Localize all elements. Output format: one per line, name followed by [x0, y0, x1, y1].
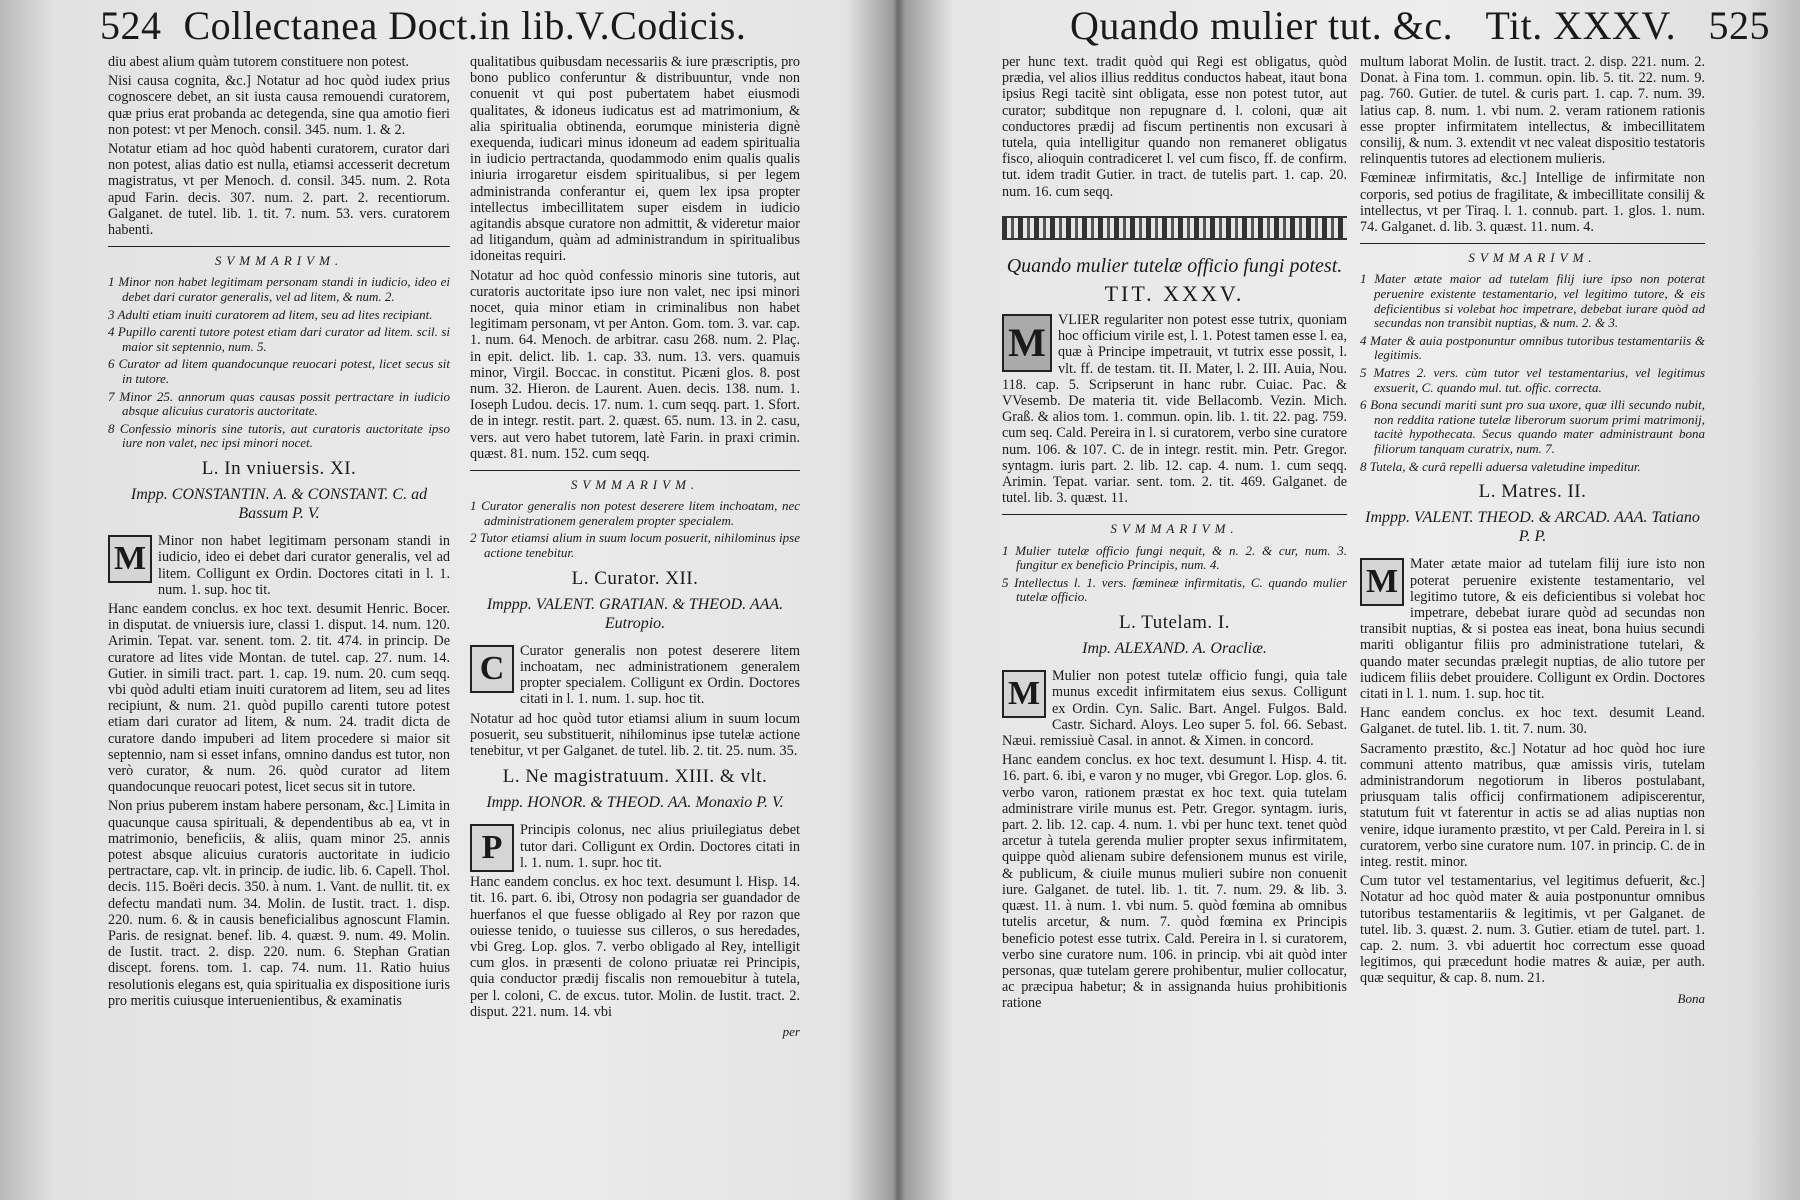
- drop-cap: M: [1360, 558, 1404, 606]
- paragraph: [1002, 312, 1347, 506]
- left-folio: 524: [100, 3, 162, 48]
- paragraph: Sacramento præstito, &c.] Notatur ad hoc quòd hoc iure communi attento matribus, quæ amissis viris, tutelam administrandorum negotiorum in liberos postulabant, priusquam talis officij confirmationem adipiscerentur, statutum fuit vt faterentur in actis se ad alias nuptias non venire, idque iuramento præstito, vt per Cald. Pereira in l. si curatorem, verbo sine curatore num. 107. in princip. C. de in integ. restit. minor.: [1360, 740, 1705, 871]
- right-running-title: Quando mulier tut. &c.: [1070, 3, 1454, 48]
- paragraph: [1002, 668, 1347, 749]
- emperors-line: Imppp. VALENT. GRATIAN. & THEOD. AAA. Eutropio.: [486, 595, 784, 632]
- summary-item: 5 Intellectus l. 1. vers. fœmineæ infirmitatis, C. quando mulier tutelæ officio.: [1002, 574, 1347, 605]
- summary-item: 4 Pupillo carenti tutore potest etiam dari curator ad litem. scil. si maior sit septennio, num. 5.: [108, 324, 450, 354]
- divider: [1360, 243, 1705, 244]
- paragraph-text: Principis colonus, nec alius priuilegiatus debet tutor dari. Colligunt ex Ordin. Doctores citati in l. 1. num. 1. supr. hoc tit.: [520, 822, 800, 871]
- paragraph: Notatur etiam ad hoc quòd habenti curatorem, curator dari non potest, alias datio est nulla, etiamsi accesserit decretum magistratus, vt per Menoch. d. consil. 345. num. 2. Rota apud Farin. decis. 307. num. 2. part. 2. recentiorum. Galganet. de tutel. lib. 1. tit. 7. num. 53. vers. curatorem habenti.: [108, 141, 450, 239]
- summary-item: 3 Adulti etiam inuiti curatorem ad litem, seu ad lites recipiant.: [108, 306, 433, 322]
- left-running-title: Collectanea Doct.in lib.V.Codicis.: [183, 3, 747, 48]
- paragraph-text: Minor non habet legitimam personam standi in iudicio, ideo ei debet dari curator generalis, vel ad litem. Colligunt ex Ordin. Doctores citati in l. 1. num. 1. sup. hoc tit.: [158, 533, 450, 598]
- summary-item: 8 Confessio minoris sine tutoris, aut curatoris auctoritate ipso iure non valet, nec ipsi minori nocet.: [108, 420, 450, 451]
- paragraph: Notatur ad hoc quòd confessio minoris sine tutoris, aut curatoris auctoritate ipso iure non valet, nec ipsi minori nocet, quia minor etiam in criminalibus non habet legitimam personam, vt per Anton. Gom. tom. 3. var. cap. 1. num. 64. Menoch. de arbitrar. casu 268. num. 2. Plaç. in epit. delict. lib. 1. cap. 33. num. 13. vers. quamuis minor, Virgil. Boccac. in constitut. Picæni glos. 8. post num. 32. Hieron. de Laurent. Auen. decis. 138. num. 1. Ioseph Ludou. decis. 17. num. 1. cum seqq. part. 1. Sfort. de in integr. restit. part. 2. quæst. 65. num. 13. in 2. casu, vers. aut vero habet tutorem, latè Farin. in praxi crimin. quæst. 81. num. 152. cum seqq.: [470, 267, 800, 462]
- divider: [1002, 514, 1347, 515]
- divider: [108, 246, 450, 247]
- summary-item: 1 Minor non habet legitimam personam standi in iudicio, ideo ei debet dari curator generalis, vel ad litem, & num. 2.: [108, 274, 450, 305]
- drop-cap: M: [1002, 670, 1046, 718]
- paragraph: diu abest alium quàm tutorem constituere non potest.: [108, 54, 410, 70]
- catchword: per: [782, 1023, 800, 1039]
- paragraph: Cum tutor vel testamentarius, vel legitimus defuerit, &c.] Notatur ad hoc quòd mater & auia postponuntur omnibus tutoribus testamentariis & legitimis, vt per Galganet. de tutel. lib. 3. quæst. 2. num. 3. Gutier. etiam de tutel. part. 1. cap. 2. num. 3. vbi aduertit hoc correctum esse quoad legitimos, qui præcedunt hodie matres & auiæ, per auth. quæ sequitur, & cap. 8. num. 21.: [1360, 873, 1705, 987]
- paragraph: [1360, 556, 1705, 702]
- catchword: Bona: [1677, 990, 1705, 1006]
- drop-cap: C: [470, 645, 514, 693]
- paragraph: [470, 822, 800, 871]
- left-column-a: [108, 54, 450, 1012]
- paragraph: Non prius puberem instam habere personam, &c.] Limita in quacunque causa spirituali, & dependentibus ab ea, vt in matrimonio, beneficiis, & aliis, quam minor 25. annis potest absque alicuius curatoris auctoritate in iudicio pertractare, cap. vlt. in princip. de iudic. lib. 6. Capell. Thol. decis. 115. Boëri decis. 350. à num. 1. Vant. de nullit. tit. ex defectu mandati num. 34. Molin. de Iustit. tract. 1. disp. 220. num. 6. & in causis beneficialibus agnoscunt Flamin. Paris. de resignat. benef. lib. 4. quæst. 9. num. 49. Molin. de Iustit. tract. 2. disp. 220. num. 6. Stephan Gratian discept. forens. tom. 1. cap. 74. num. 11. Ratio huius resolutionis elegans est, quia spiritualia ex dispositione iuris pro meritis cuiusque interuenientibus, & examinatis: [108, 798, 450, 1009]
- emperors-line: Impp. HONOR. & THEOD. AA. Monaxio P. V.: [486, 794, 784, 812]
- paragraph: Notatur ad hoc quòd tutor etiamsi alium in suum locum posuerit, seu substituerit, nihilominus ipse tutelæ actione tenebitur, vt per Galganet. de tutel. lib. 2. tit. 25. num. 35.: [470, 710, 800, 760]
- right-page: [920, 0, 1800, 1200]
- right-column-b: [1360, 54, 1705, 1007]
- summary-item: 6 Bona secundi mariti sunt pro sua uxore, quæ illi secundo nubit, non reddita ratione tutelæ liberorum suorum primi matrimonij, tacitè hypothecata. Secus quando mater administraunt bona filiorum tanquam curatrix, num. 7.: [1360, 397, 1705, 456]
- paragraph: Nisi causa cognita, &c.] Notatur ad hoc quòd iudex prius cognoscere debet, an sit iusta causa remouendi curatorem, quæ prius erat probanda ac detegenda, sine qua amotio fieri non potest: vt per Menoch. consil. 345. num. 1. & 2.: [108, 73, 450, 138]
- summary-item: 8 Tutela, & curâ repelli aduersa valetudine impeditur.: [1360, 458, 1641, 474]
- law-heading: L. Matres. II.: [1478, 481, 1587, 503]
- summary-item: 5 Matres 2. vers. cùm tutor vel testamentarius, vel legitimus exsuerit, C. quando mul. tut. offic. correcta.: [1360, 365, 1705, 395]
- paragraph: Hanc eandem conclus. ex hoc text. desumunt l. Hisp. 14. tit. 16. part. 6. ibi, Otrosy non podagria ser guandador de huerfanos el que fuesse obligado al Rey por razon que ouiesse tenido, o tuuiesse sus cilleros, o sus heredades, vbi Greg. Lop. glos. 7. verbo obligado al Rey, intelligit cum glos. in præsenti de colono priuatæ rei Principis, quia conductor prædij fiscalis non remouebitur à tutela, per l. coloni, C. de excus. tutor. Molin. de Iustit. tract. 2. disput. 221. num. 14. vbi: [470, 874, 800, 1020]
- paragraph: qualitatibus quibusdam necessariis & iure præscriptis, pro bono publico conferuntur & distribuuntur, vnde non conuenit vt qui post pubertatem habet eiusmodi qualitates, & idoneus iudicatus est ad matrimonium, & alia spiritualia obtinenda, eorumque ministeria dignè exequenda, iudicari minus idoneum ad eadem spiritualia in iudicio pertractanda, quodammodo enim qualis qualis iniuria irrogaretur eisdem spiritualibus, si per legem administranda conferantur ei, quem lex ipsa propter intellectus imbecillitatem super eisdem in iudicio agitandis absque curatore non admittit, & videretur maior ad litigandum, quàm ad administrandum in spiritualibus idoneitas requiri.: [470, 54, 800, 265]
- left-running-head: [100, 2, 747, 50]
- title-number: TIT. XXXV.: [1104, 280, 1245, 306]
- emperors-line: Imppp. VALENT. THEOD. & ARCAD. AAA. Tatiano P. P.: [1365, 509, 1700, 546]
- summary-item: 2 Tutor etiamsi alium in suum locum posuerit, nihilominus ipse actione tenebitur.: [470, 530, 800, 561]
- decorated-drop-cap: M: [1002, 314, 1052, 372]
- right-running-tit: Tit. XXXV.: [1485, 3, 1677, 48]
- right-column-a: [1002, 54, 1347, 1015]
- left-column-b: [470, 54, 800, 1040]
- paragraph: multum laborat Molin. de Iustit. tract. 2. disp. 221. num. 2. Donat. à Fina tom. 1. commun. opin. lib. 5. tit. 22. num. 9. pag. 760. Gutier. de tutel. & curis part. 1. cap. 7. num. 39. latius cap. 8. num. 1. vbi num. 2. veram rationem rationis esse propter infirmitatem intellectus, & imbecillitatem consilij, & num. 3. extendit vt nec valeat dispositio testatoris relinquentis tutores ad electionem mulieris.: [1360, 54, 1705, 168]
- law-heading: L. Tutelam. I.: [1119, 612, 1230, 634]
- paragraph-text: Curator generalis non potest deserere litem inchoatam, nec administrationem generalem propter specialem. Colligunt ex Ordin. Doctores citati in l. 1. num. 1. sup. hoc tit.: [520, 642, 800, 708]
- paragraph: [470, 643, 800, 708]
- summary-title: SVMMARIVM.: [1110, 521, 1239, 537]
- left-page: [0, 0, 880, 1200]
- summary-item: 1 Mater ætate maior ad tutelam filij iure ipso non poterat peruenire existente testamentario, vel legitimo tutore, & eis deficientibus si volebat hoc impetrare, debebat iurare quòd ad secundas non transibit nuptias, & num. 2. & 3.: [1360, 271, 1705, 331]
- drop-cap: P: [470, 824, 514, 872]
- paragraph: Fœmineæ infirmitatis, &c.] Intellige de infirmitate non corporis, sed potius de fragilitate, & imbecillitate consilij & intellectus, vt per Tiraq. l. 1. connub. part. 1. glos. 1. num. 74. Galganet. d. lib. 3. quæst. 11. num. 4.: [1360, 170, 1705, 236]
- ornament-band: [1002, 216, 1347, 240]
- paragraph: Hanc eandem conclus. ex hoc text. desumit Henric. Bocer. in disputat. de vniuersis iure, classi 1. disput. 14. num. 120. Arimin. Tepat. var. senent. tom. 2. tit. 474. in princip. De curatore ad lites vide Montan. de tutel. cap. 27. num. 14. Gutier. in simili tract. part. 1. cap. 19. num. 20. cum seqq. vbi quòd adulti etiam inuiti curatorem ad litem, seu ad lites recipiunt, & num. 21. quòd pupillo carenti tutore potest etiam dari curator ad litem, & num. 24. tradit dicta de curatore dando impuberi ad litem procedere si maior sit septennio, nam si esset infans, omnino dandus est tutor, non verò curator, & num. 26. quòd curator ad litem quandocunque reuocari potest, licet secus sit in tutore.: [108, 600, 450, 796]
- law-heading: L. Curator. XII.: [571, 567, 699, 589]
- summary-item: 4 Mater & auia postponuntur omnibus tutoribus testamentariis & legitimis.: [1360, 332, 1705, 363]
- summary-title: SVMMARIVM.: [1468, 250, 1597, 266]
- paragraph-text: VLIER regulariter non potest esse tutrix, quoniam hoc officium virile est, l. 1. Potest tamen esse l. ea, quæ à Principe impetrauit, vt tutrix esse possit, l. vlt. ff. de testam. tit. II. Mater, l. 2. III. Auia, Nou. 118. cap. 5. Scripserunt in hanc rubr. Cuiac. Pac. & VVesemb. De materia tit. vide Bellacomb. Vezin. Mich. Graß. & alios tom. 1. commun. opin. lib. 1. tit. 22. pag. 759. cum seq. Cald. Pereira in l. si curatorem, verbo sine curatore num. 106. & 107. C. de in integr. restit. min. Petr. Gregor. syntagm. iuris part. 2. lib. 12. cap. 4. num. 1. cum seqq. Arimin. Tepat. variar. sent. tom. 2. tit. 469. Galganet. de tutel. lib. 3. quæst. 11.: [1002, 312, 1347, 507]
- section-title: Quando mulier tutelæ officio fungi potest.: [1006, 254, 1343, 277]
- summary-title: SVMMARIVM.: [570, 477, 700, 493]
- summary-item: 1 Curator generalis non potest deserere litem inchoatam, nec administrationem generalem propter specialem.: [470, 498, 800, 528]
- paragraph: Hanc eandem conclus. ex hoc text. desumunt l. Hisp. 4. tit. 16. part. 6. ibi, e varon y no muger, vbi Gregor. Lop. glos. 6. verbo varon, rationem præstat ex hoc text. quia tutelam administrare virile munus est. Petr. Gregor. syntagm. iuris, part. 2. lib. 12. cap. 4. num. 1. vbi per hunc text. tenet quòd arcetur à tutela gerenda mulier propter sexus infirmitatem, quippe quòd alienam subire defensionem munus est virile, & publicum, & ciuile munus mulieri subire non conuenit iure. Galganet. de tutel. lib. 1. tit. 7. num. 29. & lib. 3. quæst. 11. à num. 1. vbi num. 5. quòd fœmina ab omnibus tutelis arcetur, & num. 7. quòd fœmina ex Principis beneficio potest esse tutrix. Cald. Pereira in l. si curatorem, verbo sine curatore num. 106. in princip. vbi ait quòd inter personas, quæ tutelam gerere prohibentur, mulier collocatur, ac præcipua habetur; & in assignanda huius prohibitionis ratione: [1002, 752, 1347, 1012]
- summary-item: 7 Minor 25. annorum quas causas possit pertractare in iudicio absque alicuius curatoris auctoritate.: [108, 388, 450, 419]
- summary-title: SVMMARIVM.: [214, 253, 344, 269]
- emperors-line: Impp. CONSTANTIN. A. & CONSTANT. C. ad Bassum P. V.: [130, 486, 428, 523]
- summary-item: 6 Curator ad litem quandocunque reuocari potest, licet secus sit in tutore.: [108, 356, 450, 386]
- paragraph: per hunc text. tradit quòd qui Regi est obligatus, quòd prædia, vel alios illius redditus conductos habeat, itaut bona ipsius Regi tacitè sint obligata, esse non potest tutor, aut curator; subditque non repugnare d. l. coloni, quæ ait conductores prædij ad fiscum pertinentis non excusari à tutela, quia intelligitur quando non remaneret obligatus fisco, alioquin contradiceret l. vel cum fisco, ff. de confirm. tut. idem tradit Gutier. in tract. de tutelis part. 1. cap. 20. num. 16. cum seqq.: [1002, 54, 1347, 200]
- divider: [470, 470, 800, 471]
- law-heading: L. In vniuersis. XI.: [201, 457, 357, 479]
- right-folio: 525: [1708, 3, 1770, 48]
- paragraph: Hanc eandem conclus. ex hoc text. desumit Leand. Galganet. de tutel. lib. 1. tit. 7. num. 30.: [1360, 705, 1705, 738]
- emperors-line: Imp. ALEXAND. A. Oracliæ.: [1082, 640, 1267, 658]
- summary-item: 1 Mulier tutelæ officio fungi nequit, & n. 2. & cur, num. 3. fungitur ex beneficio Principis, num. 4.: [1002, 542, 1347, 573]
- paragraph-text: Mater ætate maior ad tutelam filij iure isto non poterat peruenire existente testamentario, vel legitimo tutore, & eis deficientibus si volebat hoc impetrare, debebat iurare quòd ad secundas non transibit nuptias, & si postea eas ineat, bona huius secundi mariti obligantur filiis pro administratione tutelari, & quando mater secundas prælegit nuptias, de alio tutore per iudicem filiis debet prouidere. Colligunt ex Ordin. Doctores citati in l. 1. num. 1. sup. hoc tit.: [1360, 556, 1705, 702]
- law-heading: L. Ne magistratuum. XIII. & vlt.: [502, 766, 768, 788]
- right-running-head: [1070, 2, 1770, 50]
- drop-cap: M: [108, 535, 152, 583]
- paragraph-text: Mulier non potest tutelæ officio fungi, quia tale munus excedit infirmitatem eius sexus. Colligunt ex Ordin. Cyn. Salic. Bart. Angel. Fulgos. Bald. Castr. Sichard. Aloys. Leo super 5. fol. 66. Sebast. Næui. remissiuè Casal. in annot. & Ximen. in concord.: [1002, 668, 1347, 750]
- paragraph: [108, 533, 450, 598]
